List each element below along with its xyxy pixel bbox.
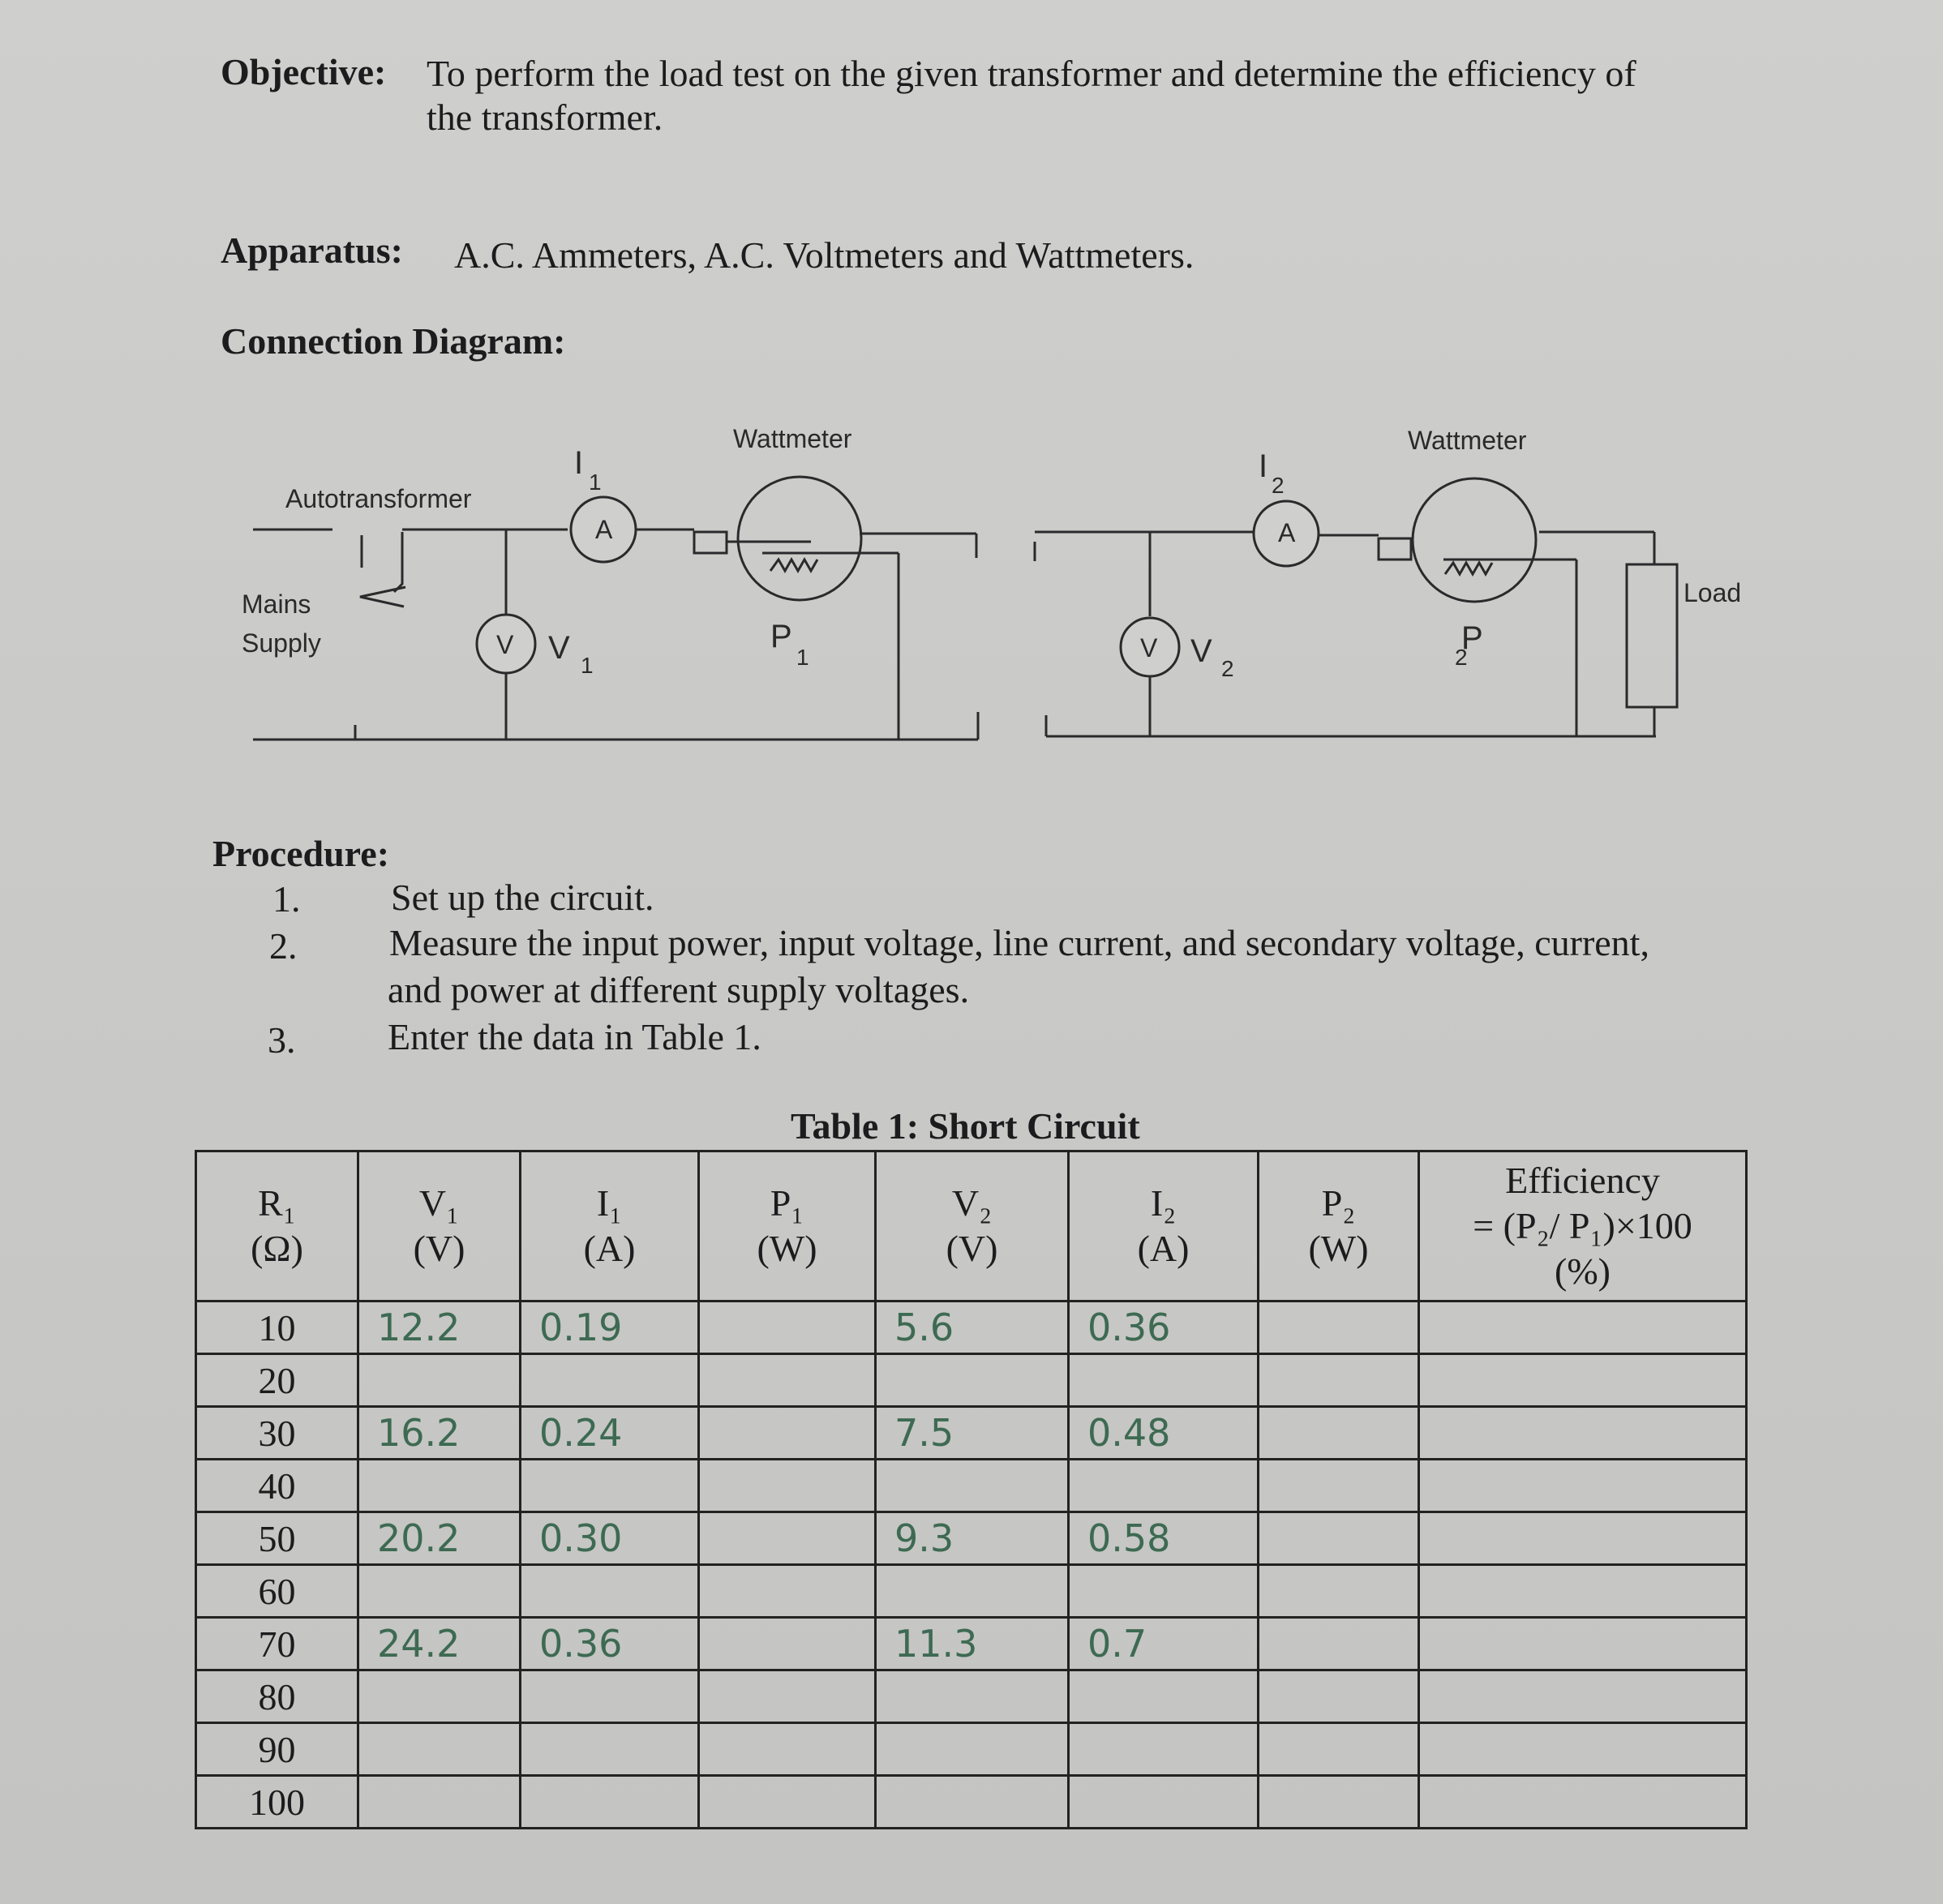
ammeter2-symbol: A [1278,518,1296,547]
table-cell-v1: 16.2 [358,1407,521,1460]
wattmeter1-circle [738,477,861,600]
header-r1: R₁ (Ω) [196,1151,358,1301]
autotransformer-arrow [360,587,405,607]
load-label: Load [1684,578,1742,607]
table-cell-p2 [1259,1460,1419,1512]
p2-subscript: 2 [1455,645,1468,670]
procedure-step-text: Set up the circuit. [391,877,654,918]
table-cell-i1: 0.30 [521,1512,699,1565]
table-cell-v2: 9.3 [876,1512,1069,1565]
table-cell-p1 [699,1565,876,1618]
table-cell-eff [1419,1460,1747,1512]
table-cell-p1 [699,1670,876,1723]
table-cell-v1: 12.2 [358,1301,521,1354]
procedure-label: Procedure: [212,833,390,874]
table-cell-i1 [521,1565,699,1618]
wattmeter1-coil-zigzag [770,560,817,571]
table-row [196,1301,1747,1354]
table-cell-i2 [1069,1565,1259,1618]
header-p1: P₁ (W) [699,1151,876,1301]
table-cell-i2 [1069,1723,1259,1776]
table-cell-i2 [1069,1460,1259,1512]
wattmeter2-coil-zigzag [1445,563,1492,574]
p1-label: P [770,619,792,654]
table-cell-r: 80 [196,1670,358,1723]
table-cell-r: 60 [196,1565,358,1618]
header-v2: V₂ (V) [876,1151,1069,1301]
table-cell-v2 [876,1565,1069,1618]
table-cell-i2: 0.7 [1069,1618,1259,1670]
table-cell-v1 [358,1776,521,1829]
procedure-step-text: Measure the input power, input voltage, line current, and secondary voltage, current, [389,922,1649,963]
table-cell-p1 [699,1354,876,1407]
table-cell-p1 [699,1618,876,1670]
table-cell-v2: 11.3 [876,1618,1069,1670]
table-cell-p2 [1259,1565,1419,1618]
table-cell-v1 [358,1460,521,1512]
procedure-step-text: Enter the data in Table 1. [388,1016,761,1057]
table-cell-i1: 0.36 [521,1618,699,1670]
table-cell-i1 [521,1354,699,1407]
table-cell-v2: 5.6 [876,1301,1069,1354]
table-cell-r: 50 [196,1512,358,1565]
header-v1: V₁ (V) [358,1151,521,1301]
table-row [196,1512,1747,1565]
table-title: Table 1: Short Circuit [791,1105,1140,1147]
table-row [196,1776,1747,1829]
wattmeter1-current-coil [694,532,727,553]
i2-subscript: 2 [1272,473,1285,498]
voltmeter1-symbol: V [496,630,514,659]
table-cell-v2 [876,1670,1069,1723]
table-cell-v1: 24.2 [358,1618,521,1670]
table-cell-r: 20 [196,1354,358,1407]
voltmeter2-symbol: V [1140,633,1158,663]
table-cell-v2 [876,1460,1069,1512]
objective-label: Objective: [221,51,387,92]
table-cell-r: 100 [196,1776,358,1829]
table-cell-i2 [1069,1776,1259,1829]
table-header-row [196,1151,1747,1301]
table-cell-eff [1419,1565,1747,1618]
table-cell-p2 [1259,1776,1419,1829]
wattmeter2-current-coil [1379,538,1411,560]
table-cell-eff [1419,1723,1747,1776]
table-cell-p2 [1259,1301,1419,1354]
table-cell-i2: 0.48 [1069,1407,1259,1460]
table-cell-eff [1419,1776,1747,1829]
v2-label: V [1190,633,1212,669]
table-row [196,1460,1747,1512]
table-cell-eff [1419,1354,1747,1407]
table-cell-p1 [699,1460,876,1512]
table-cell-i2: 0.58 [1069,1512,1259,1565]
table-row [196,1354,1747,1407]
procedure-step-text-continued: and power at different supply voltages. [388,969,970,1010]
table-cell-i2: 0.36 [1069,1301,1259,1354]
table-cell-p2 [1259,1723,1419,1776]
table-row [196,1407,1747,1460]
table-cell-r: 10 [196,1301,358,1354]
autotransformer-wiper [394,532,402,592]
table-cell-i1: 0.19 [521,1301,699,1354]
objective-text-line1: To perform the load test on the given transformer and determine the efficiency of [427,53,1636,94]
i1-subscript: 1 [589,470,602,495]
autotransformer-label: Autotransformer [285,484,472,513]
wattmeter2-circle [1413,478,1536,602]
procedure-step-number: 3. [268,1019,296,1061]
table-cell-v2: 7.5 [876,1407,1069,1460]
header-p2: P₂ (W) [1259,1151,1419,1301]
supply-label: Supply [242,628,321,658]
table-cell-r: 90 [196,1723,358,1776]
table-cell-r: 30 [196,1407,358,1460]
v1-label: V [548,630,570,666]
procedure-step-number: 1. [272,878,301,920]
wattmeter1-label: Wattmeter [733,424,852,453]
table-cell-p2 [1259,1670,1419,1723]
table-cell-v2 [876,1776,1069,1829]
i2-label: I [1259,448,1268,484]
table-row [196,1670,1747,1723]
header-efficiency: Efficiency = (P₂/ P₁)×100 (%) [1419,1151,1747,1301]
load-resistor [1627,564,1677,707]
procedure-step-number: 2. [269,925,298,967]
table-cell-eff [1419,1670,1747,1723]
table-cell-p2 [1259,1354,1419,1407]
table-cell-r: 40 [196,1460,358,1512]
table-cell-p2 [1259,1618,1419,1670]
header-i1: I₁ (A) [521,1151,699,1301]
table-cell-p1 [699,1723,876,1776]
table-cell-eff [1419,1512,1747,1565]
circuit-diagram [0,405,1943,762]
table-cell-r: 70 [196,1618,358,1670]
i1-label: I [574,445,584,481]
ammeter1-symbol: A [595,515,613,544]
table-cell-p2 [1259,1407,1419,1460]
table-cell-eff [1419,1618,1747,1670]
mains-label: Mains [242,590,311,619]
table-cell-v2 [876,1354,1069,1407]
apparatus-text: A.C. Ammeters, A.C. Voltmeters and Wattmeters. [454,234,1195,276]
table-row [196,1565,1747,1618]
data-table [195,1150,1748,1829]
table-cell-i1 [521,1776,699,1829]
table-cell-i1 [521,1670,699,1723]
table-cell-v1 [358,1670,521,1723]
table-cell-eff [1419,1301,1747,1354]
table-cell-p2 [1259,1512,1419,1565]
p2-label: P [1461,620,1483,656]
p1-subscript: 1 [796,645,809,670]
table-cell-eff [1419,1407,1747,1460]
table-cell-i1 [521,1723,699,1776]
table-cell-v1: 20.2 [358,1512,521,1565]
table-cell-p1 [699,1776,876,1829]
table-cell-v2 [876,1723,1069,1776]
header-i2: I₂ (A) [1069,1151,1259,1301]
table-cell-v1 [358,1723,521,1776]
table-cell-i2 [1069,1354,1259,1407]
table-cell-i1: 0.24 [521,1407,699,1460]
table-row [196,1723,1747,1776]
connection-diagram-label: Connection Diagram: [221,320,566,362]
table-row [196,1618,1747,1670]
wattmeter2-label: Wattmeter [1408,426,1527,455]
table-cell-v1 [358,1354,521,1407]
apparatus-label: Apparatus: [221,229,403,271]
table-cell-p1 [699,1301,876,1354]
v2-subscript: 2 [1221,656,1234,681]
table-cell-i2 [1069,1670,1259,1723]
table-cell-p1 [699,1407,876,1460]
v1-subscript: 1 [581,653,594,678]
table-cell-p1 [699,1512,876,1565]
table-cell-v1 [358,1565,521,1618]
objective-text-line2: the transformer. [427,96,663,138]
table-cell-i1 [521,1460,699,1512]
